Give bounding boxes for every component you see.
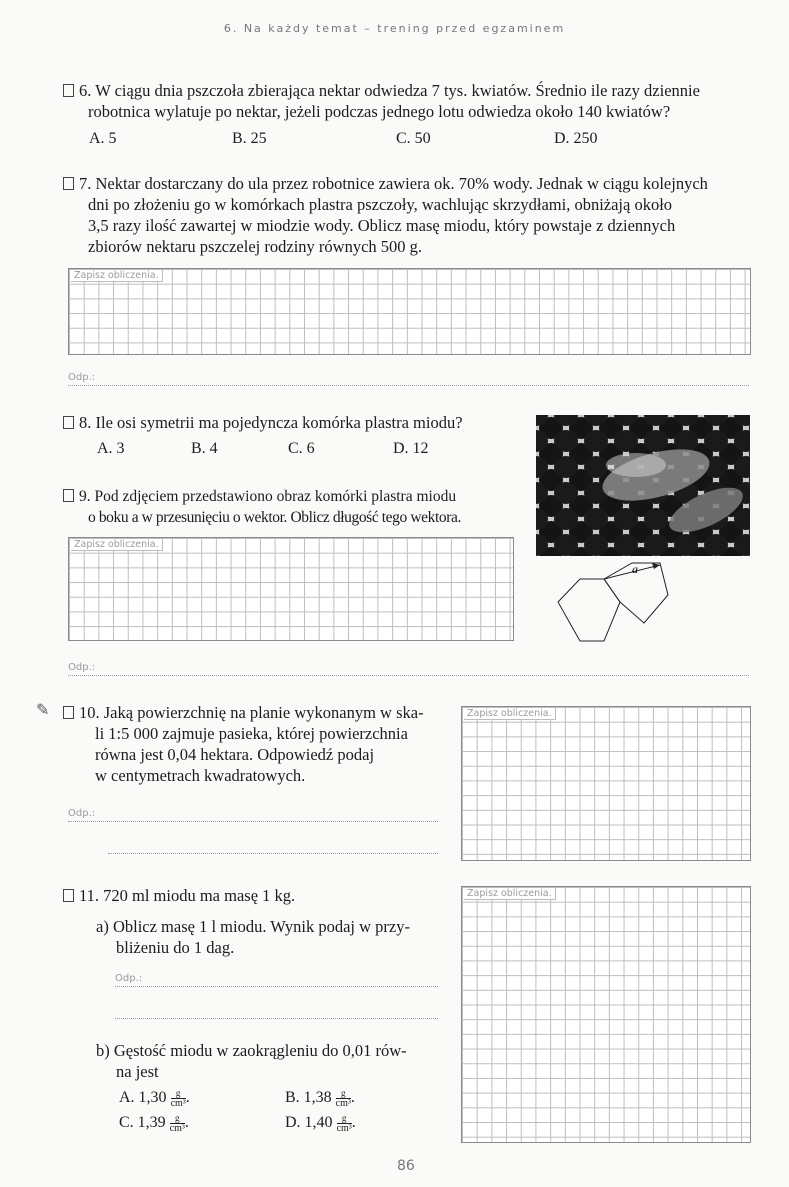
- task-6-option-a[interactable]: A. 5: [89, 130, 117, 147]
- task-9-answer-label: Odp.:: [68, 662, 96, 673]
- task-7-grid-label: Zapisz obliczenia.: [71, 270, 163, 282]
- task-6-checkbox[interactable]: [63, 84, 74, 97]
- task-7-line3: 3,5 razy ilość zawartej w miodzie wody. Oblicz masę miodu, który powstaje z dziennych: [88, 216, 676, 235]
- task-9-line2: o boku a w przesunięciu o wektor. Oblicz długość tego wektora.: [88, 509, 461, 526]
- task-11-calculation-grid[interactable]: [461, 886, 751, 1143]
- task-11a-line2: bliżeniu do 1 dag.: [116, 938, 235, 957]
- hexagon-translation-diagram: [536, 555, 750, 650]
- unit-fraction: $\frac{g}{\text{cm³}}$: [170, 1088, 186, 1109]
- task-10-line1: 10. Jaką powierzchnię na planie wykonanym w ska-: [79, 703, 424, 722]
- task-10-line4: w centymetrach kwadratowych.: [95, 766, 306, 785]
- task-9: [63, 486, 523, 528]
- task-11a-answer-line[interactable]: [115, 973, 438, 987]
- task-8-option-a[interactable]: A. 3: [97, 440, 125, 457]
- task-9-grid-label: Zapisz obliczenia.: [71, 539, 163, 551]
- task-11-text: [63, 885, 295, 906]
- task-11b-line1: b) Gęstość miodu w zaokrągleniu do 0,01 rów-: [96, 1041, 407, 1060]
- task-11b-option-a[interactable]: A. 1,30 $\frac{g}{\text{cm³}}$ .: [119, 1088, 190, 1109]
- task-7-line1: 7. Nektar dostarczany do ula przez robotnice zawiera ok. 70% wody. Jednak w ciągu kolejnych: [79, 174, 708, 193]
- vector-label: a: [632, 562, 638, 576]
- task-11b: [96, 1040, 456, 1082]
- task-8-option-d[interactable]: D. 12: [393, 440, 429, 457]
- task-11b-option-c[interactable]: C. 1,39 $\frac{g}{\text{cm³}}$ .: [119, 1113, 189, 1134]
- task-6-line1: 6. W ciągu dnia pszczoła zbierająca nektar odwiedza 7 tys. kwiatów. Średnio ile razy dziennie: [79, 81, 700, 100]
- task-7-checkbox[interactable]: [63, 177, 74, 190]
- task-11-checkbox[interactable]: [63, 889, 74, 902]
- task-8-question: 8. Ile osi symetrii ma pojedyncza komórka plastra miodu?: [79, 413, 463, 432]
- task-10-answer-label: Odp.:: [68, 808, 96, 819]
- task-9-answer-line[interactable]: [68, 662, 749, 676]
- task-6-option-c[interactable]: C. 50: [396, 130, 431, 147]
- task-9-calculation-grid[interactable]: [68, 537, 514, 641]
- task-11a-answer-label: Odp.:: [115, 973, 143, 984]
- honeycomb-photo-image: [536, 415, 750, 556]
- task-11b-option-b[interactable]: B. 1,38 $\frac{g}{\text{cm³}}$ .: [285, 1088, 355, 1109]
- task-11b-line2: na jest: [116, 1062, 159, 1081]
- task-10-calculation-grid[interactable]: [461, 706, 751, 861]
- unit-fraction: $\frac{g}{\text{cm³}}$: [336, 1113, 352, 1134]
- task-10-answer-line[interactable]: [68, 808, 438, 822]
- page-header: 6. Na każdy temat – trening przed egzaminem: [223, 22, 566, 35]
- page-number: 86: [397, 1158, 415, 1174]
- vector-arrowhead: [652, 563, 660, 569]
- task-7-answer-label: Odp.:: [68, 372, 96, 383]
- task-10: [63, 702, 453, 786]
- task-9-line1: 9. Pod zdjęciem przedstawiono obraz komórki plastra miodu: [79, 488, 457, 505]
- task-11-question: 11. 720 ml miodu ma masę 1 kg.: [79, 886, 296, 905]
- task-6: [63, 80, 763, 122]
- task-8-checkbox[interactable]: [63, 416, 74, 429]
- unit-fraction: $\frac{g}{\text{cm³}}$: [169, 1113, 185, 1134]
- task-11-grid-label: Zapisz obliczenia.: [464, 888, 556, 900]
- task-7: [63, 173, 763, 257]
- task-7-line4: zbiorów nektaru pszczelej rodziny równych 500 g.: [88, 237, 423, 256]
- task-6-line2: robotnica wylatuje po nektar, jeżeli podczas jednego lotu odwiedza około 140 kwiatów?: [88, 102, 671, 121]
- task-8-option-b[interactable]: B. 4: [191, 440, 218, 457]
- task-10-answer-line-2[interactable]: [108, 852, 438, 854]
- calculator-icon: ✎: [36, 702, 50, 719]
- task-7-calculation-grid[interactable]: [68, 268, 751, 355]
- task-7-answer-line[interactable]: [68, 372, 749, 386]
- task-11a-line1: a) Oblicz masę 1 l miodu. Wynik podaj w przy-: [96, 917, 410, 936]
- unit-fraction: $\frac{g}{\text{cm³}}$: [335, 1088, 351, 1109]
- task-10-checkbox[interactable]: [63, 706, 74, 719]
- honeycomb-photo: [536, 415, 750, 556]
- task-10-line3: równa jest 0,04 hektara. Odpowiedź podaj: [95, 745, 375, 764]
- task-6-option-b[interactable]: B. 25: [232, 130, 267, 147]
- task-6-option-d[interactable]: D. 250: [554, 130, 598, 147]
- task-7-line2: dni po złożeniu go w komórkach plastra pszczoły, wachlując skrzydłami, obniżają około: [88, 195, 673, 214]
- task-10-line2: li 1:5 000 zajmuje pasieka, której powierzchnia: [95, 724, 408, 743]
- task-11b-option-d[interactable]: D. 1,40 $\frac{g}{\text{cm³}}$ .: [285, 1113, 356, 1134]
- task-8-option-c[interactable]: C. 6: [288, 440, 315, 457]
- task-10-grid-label: Zapisz obliczenia.: [464, 708, 556, 720]
- task-11a-answer-line-2[interactable]: [115, 1017, 438, 1019]
- task-9-checkbox[interactable]: [63, 489, 74, 502]
- task-11a: [96, 916, 446, 958]
- task-8-text: [63, 412, 463, 433]
